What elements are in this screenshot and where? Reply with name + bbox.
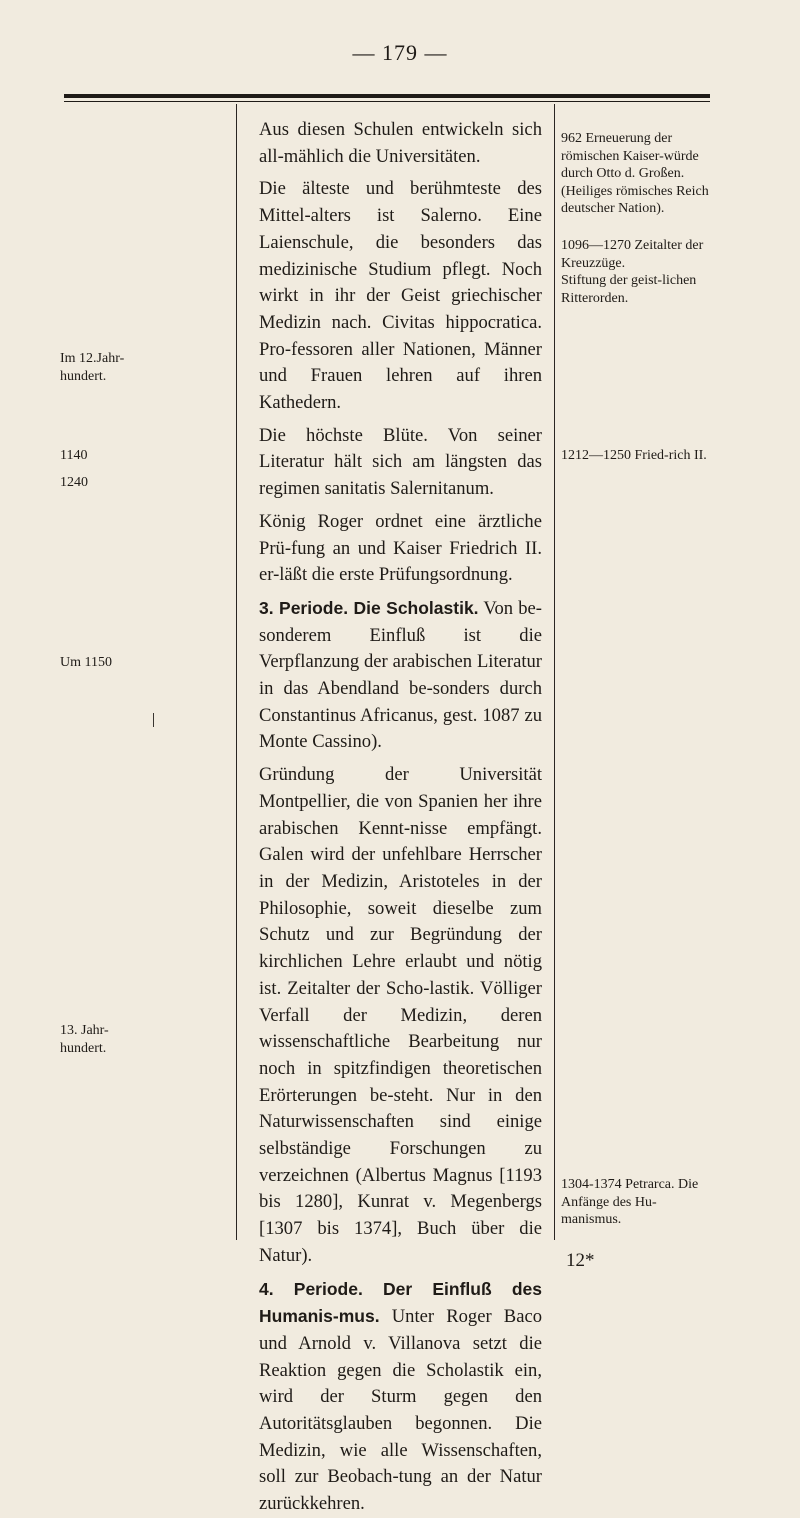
header-rule-thin [64, 101, 710, 102]
margin-mark [153, 713, 154, 727]
paragraph: Gründung der Universität Montpellier, die von Spanien her ihre arabischen Kennt-nisse empfängt. Galen wird der unfehlbare Herrscher in der Medizin, Aristoteles in der Philosophie, soweit dieselbe zum Schutz und zur Begründung der kirchlichen Lehre erlaubt und nötig ist. Zeitalter der Scho-lastik. Völliger Verfall der Medizin, deren wissenschaftliche Bearbeitung nur noch in spitzfindigen theoretischen Erörterungen be-steht. Nur in den Naturwissenschaften sind einige selbständige Forschungen zu verzeichnen (Albertus Magnus [1193 bis 1280], Kunrat v. Megenbergs [1307 bis 1374], Buch über die Natur). [259, 764, 542, 1266]
right-note: Stiftung der geist-lichen Ritterorden. [561, 273, 697, 306]
right-note: 1096—1270 Zeitalter der Kreuzzüge. [561, 238, 704, 271]
left-note: 1140 [60, 448, 88, 463]
right-note: 1212—1250 Fried-rich II. [561, 448, 707, 463]
paragraph: Aus diesen Schulen entwickeln sich all-mählich die Universitäten. [259, 119, 542, 167]
header-rule-thick [64, 94, 710, 98]
right-column-divider [554, 104, 555, 1240]
paragraph: König Roger ordnet eine ärztliche Prü-fung an und Kaiser Friedrich II. er-läßt die erste Prüfungsordnung. [259, 510, 542, 586]
period-heading: 4. Periode. Der Einfluß des Humanis-mus. [259, 1278, 542, 1327]
paragraph: 3. Periode. Die Scholastik. Von be-sonderem Einfluß ist die Verpflanzung der arabischen Literatur in das Abendland be-sonders durch Constantinus Africanus, gest. 1087 zu Monte Cassino). [259, 597, 542, 753]
paragraph: Die höchste Blüte. Von seiner Literatur hält sich am längsten das regimen sanitatis Salernitanum. [259, 424, 542, 500]
page-number: — 179 — [352, 40, 448, 65]
left-note: Im 12.Jahr-hundert. [60, 351, 125, 384]
period-heading: 3. Periode. Die Scholastik. [259, 597, 479, 618]
main-text [259, 117, 542, 1518]
paragraph: Die älteste und berühmteste des Mittel-alters ist Salerno. Eine Laienschule, die besonders das medizinische Studium pflegt. Noch wirkt in ihr der Geist griechischer Medizin nach. Civitas hippocratica. Pro-fessoren aller Nationen, Männer und Frauen lehren auf ihren Kathedern. [259, 178, 542, 414]
left-note: 1240 [60, 475, 88, 490]
paragraph: 4. Periode. Der Einfluß des Humanis-mus. Unter Roger Baco und Arnold v. Villanova setzt die Reaktion gegen die Scholastik ein, wird der Sturm gegen den Autoritätsglauben begonnen. Die Medizin, wie alle Wissenschaften, soll zur Beobach-tung an der Natur zurückkehren. [259, 1278, 543, 1515]
left-note: Um 1150 [60, 655, 112, 670]
right-note: 962 Erneuerung der römischen Kaiser-würde durch Otto d. Großen. (Heiliges römisches Reich deutscher Nation). [561, 131, 709, 216]
left-note: 13. Jahr-hundert. [60, 1023, 109, 1056]
left-column-divider [236, 104, 237, 1240]
signature-mark: 12* [566, 1250, 595, 1271]
right-note: 1304-1374 Petrarca. Die Anfänge des Hu-manismus. [561, 1177, 699, 1227]
